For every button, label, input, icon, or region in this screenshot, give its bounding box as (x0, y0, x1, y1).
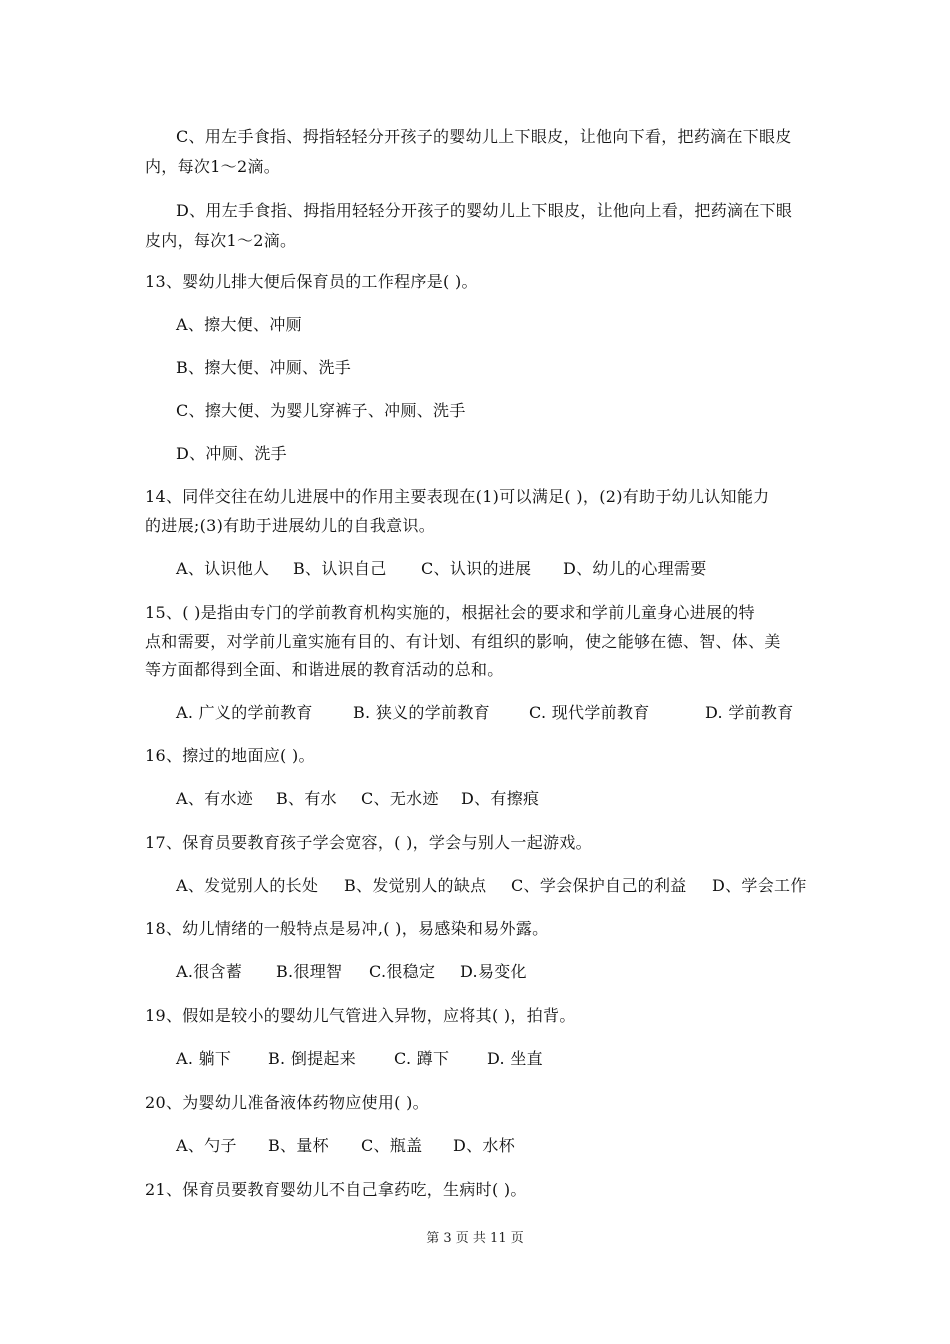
question-21: 21、保育员要教育婴幼儿不自己拿药吃，生病时( )。 (145, 1180, 527, 1199)
option-17c: C、学会保护自己的利益 (511, 876, 687, 895)
option-20c: C、瓶盖 (361, 1136, 423, 1155)
option-13b: B、擦大便、冲厕、洗手 (176, 358, 352, 377)
option-16c: C、无水迹 (361, 789, 439, 808)
option-19c: C. 蹲下 (394, 1049, 450, 1068)
option-19d: D. 坐直 (487, 1049, 543, 1068)
page-number-footer: 第 3 页 共 11 页 (426, 1231, 524, 1246)
question-15-line2: 点和需要，对学前儿童实施有目的、有计划、有组织的影响，使之能够在德、智、体、美 (145, 632, 781, 651)
option-15c: C. 现代学前教育 (529, 703, 650, 722)
option-18d: D.易变化 (460, 962, 527, 981)
option-16b: B、有水 (276, 789, 337, 808)
option-17b: B、发觉别人的缺点 (344, 876, 487, 895)
option-18a: A.很含蓄 (176, 962, 243, 981)
question-15-line1: 15、( )是指由专门的学前教育机构实施的，根据社会的要求和学前儿童身心进展的特 (145, 603, 755, 622)
option-15a: A. 广义的学前教育 (176, 703, 313, 722)
option-16a: A、有水迹 (176, 789, 254, 808)
option-18b: B.很理智 (276, 962, 343, 981)
option-13c: C、擦大便、为婴儿穿裤子、冲厕、洗手 (176, 401, 466, 420)
option-17a: A、发觉别人的长处 (176, 876, 319, 895)
question-14-line1: 14、同伴交往在幼儿进展中的作用主要表现在(1)可以满足( )，(2)有助于幼儿认知能力 (145, 487, 770, 506)
option-17d: D、学会工作 (712, 876, 807, 895)
option-19a: A. 躺下 (176, 1049, 232, 1068)
question-13: 13、婴幼儿排大便后保育员的工作程序是( )。 (145, 272, 478, 291)
option-12d-line1: D、用左手食指、拇指用轻轻分开孩子的婴幼儿上下眼皮，让他向上看，把药滴在下眼 (176, 201, 793, 220)
option-20d: D、水杯 (453, 1136, 516, 1155)
question-18: 18、幼儿情绪的一般特点是易冲,( )，易感染和易外露。 (145, 919, 549, 938)
option-19b: B. 倒提起来 (268, 1049, 357, 1068)
option-14d: D、幼儿的心理需要 (563, 559, 707, 578)
question-17: 17、保育员要教育孩子学会宽容，( )，学会与别人一起游戏。 (145, 833, 592, 852)
option-15b: B. 狭义的学前教育 (353, 703, 490, 722)
question-20: 20、为婴幼儿准备液体药物应使用( )。 (145, 1093, 429, 1112)
option-12c-line2: 内，每次1～2滴。 (145, 157, 281, 176)
question-15-line3: 等方面都得到全面、和谐进展的教育活动的总和。 (145, 660, 504, 679)
option-12d-line2: 皮内，每次1～2滴。 (145, 231, 297, 250)
question-16: 16、擦过的地面应( )。 (145, 746, 315, 765)
option-13d: D、冲厕、洗手 (176, 444, 287, 463)
option-14a: A、认识他人 (176, 559, 270, 578)
option-14c: C、认识的进展 (421, 559, 532, 578)
option-14b: B、认识自己 (293, 559, 387, 578)
option-20b: B、量杯 (268, 1136, 329, 1155)
option-13a: A、擦大便、冲厕 (176, 315, 302, 334)
option-20a: A、勺子 (176, 1136, 237, 1155)
question-14-line2: 的进展;(3)有助于进展幼儿的自我意识。 (145, 516, 436, 535)
option-16d: D、有擦痕 (461, 789, 540, 808)
option-12c-line1: C、用左手食指、拇指轻轻分开孩子的婴幼儿上下眼皮，让他向下看，把药滴在下眼皮 (176, 127, 792, 146)
question-19: 19、假如是较小的婴幼儿气管进入异物，应将其( )，拍背。 (145, 1006, 576, 1025)
option-15d: D. 学前教育 (705, 703, 794, 722)
option-18c: C.很稳定 (369, 962, 436, 981)
